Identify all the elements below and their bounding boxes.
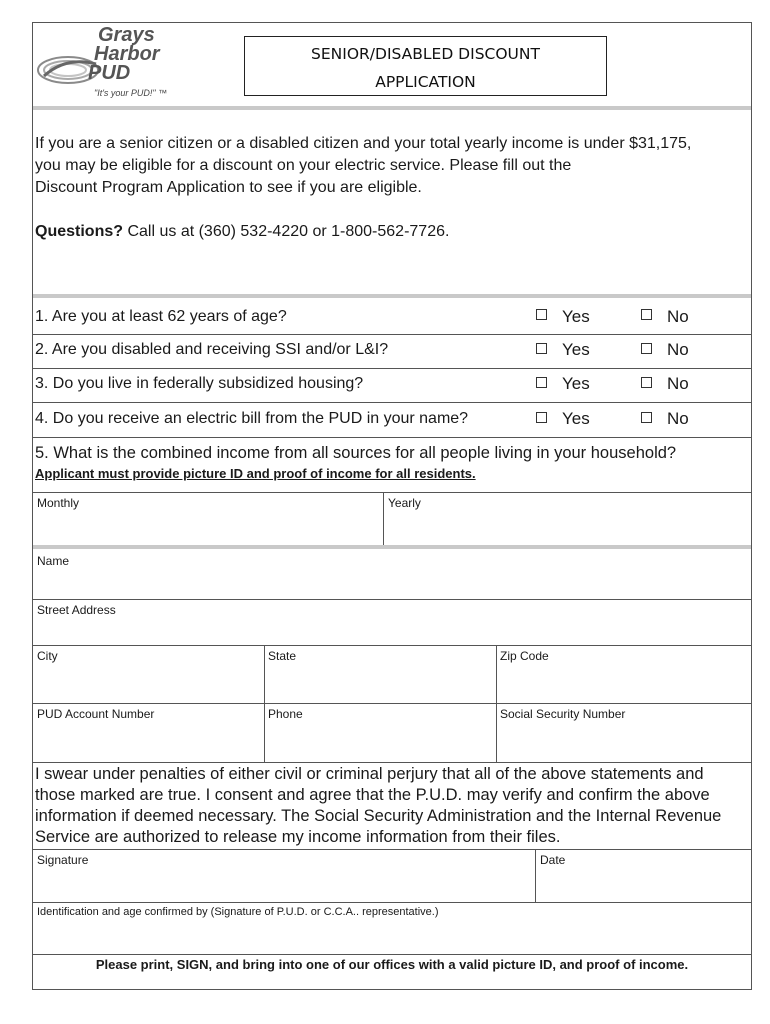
logo-line-3: PUD: [88, 62, 131, 84]
row-divider: [33, 599, 751, 600]
question-3: 3. Do you live in federally subsidized housing?: [35, 375, 364, 392]
logo-line-2: Harbor: [94, 43, 160, 65]
ssn-field[interactable]: [497, 722, 750, 761]
row-divider: [33, 492, 751, 493]
account-number-field[interactable]: [33, 722, 264, 761]
q2-yes-checkbox[interactable]: [536, 343, 547, 354]
row-divider: [33, 645, 751, 646]
intro-line-2: you may be eligible for a discount on your electric service. Please fill out the: [35, 157, 572, 174]
phone-label: Phone: [268, 707, 303, 721]
q3-no-checkbox[interactable]: [641, 377, 652, 388]
oath-line-4: Service are authorized to release my income information from their files.: [35, 828, 561, 846]
oath-line-3: information if deemed necessary. The Social Security Administration and the Internal Revenue: [35, 807, 722, 825]
zip-code-field[interactable]: [497, 664, 750, 703]
section-divider: [33, 106, 751, 110]
zip-code-label: Zip Code: [500, 649, 549, 663]
question-4: 4. Do you receive an electric bill from the PUD in your name?: [35, 410, 469, 427]
date-label: Date: [540, 853, 566, 867]
intro-line-3: Discount Program Application to see if you are eligible.: [35, 179, 422, 196]
row-divider: [33, 703, 751, 704]
city-field[interactable]: [33, 664, 264, 703]
logo-line-1: Grays: [98, 24, 155, 46]
intro-line-1: If you are a senior citizen or a disabled citizen and your total yearly income is under $31,175,: [35, 135, 692, 152]
monthly-label: Monthly: [37, 496, 80, 510]
footer-instructions: Please print, SIGN, and bring into one of our offices with a valid picture ID, and proof of income.: [95, 957, 689, 972]
name-field[interactable]: [33, 570, 751, 598]
q4-no-checkbox[interactable]: [641, 412, 652, 423]
state-field[interactable]: [265, 664, 496, 703]
row-divider: [33, 762, 751, 763]
monthly-income-field[interactable]: [33, 510, 383, 544]
q1-no-label: No: [667, 307, 689, 326]
row-divider: [33, 954, 751, 955]
city-label: City: [37, 649, 58, 663]
row-divider: [33, 334, 751, 335]
street-address-field[interactable]: [33, 618, 751, 645]
question-1: 1. Are you at least 62 years of age?: [35, 308, 287, 325]
question-2: 2. Are you disabled and receiving SSI and/or L&I?: [35, 341, 389, 358]
section-divider: [33, 545, 751, 549]
q3-yes-checkbox[interactable]: [536, 377, 547, 388]
q2-no-label: No: [667, 340, 689, 359]
q3-no-label: No: [667, 374, 689, 393]
q2-yes-label: Yes: [562, 340, 590, 359]
row-divider: [33, 368, 751, 369]
row-divider: [33, 402, 751, 403]
row-divider: [33, 849, 751, 850]
representative-signature-field[interactable]: [33, 921, 751, 953]
question-5: 5. What is the combined income from all sources for all people living in your household?: [35, 444, 677, 462]
questions-phone: Call us at (360) 532-4220 or 1-800-562-7726.: [123, 223, 450, 240]
questions-label: Questions?: [35, 223, 124, 240]
q2-no-checkbox[interactable]: [641, 343, 652, 354]
yearly-label: Yearly: [388, 496, 421, 510]
questions-contact: [35, 221, 750, 243]
title-line-1: SENIOR/DISABLED DISCOUNT: [311, 45, 540, 63]
q1-yes-checkbox[interactable]: [536, 309, 547, 320]
q4-no-label: No: [667, 409, 689, 428]
street-address-label: Street Address: [37, 603, 116, 617]
yearly-income-field[interactable]: [384, 510, 750, 544]
q1-yes-label: Yes: [562, 307, 590, 326]
row-divider: [33, 902, 751, 903]
id-confirmation-label: Identification and age confirmed by (Signature of P.U.D. or C.C.A.. representative.): [37, 906, 439, 918]
q4-yes-label: Yes: [562, 409, 590, 428]
state-label: State: [268, 649, 297, 663]
phone-field[interactable]: [265, 722, 496, 761]
signature-field[interactable]: [33, 868, 535, 901]
title-line-2: APPLICATION: [375, 73, 476, 91]
q4-yes-checkbox[interactable]: [536, 412, 547, 423]
q1-no-checkbox[interactable]: [641, 309, 652, 320]
grays-harbor-pud-logo: [36, 26, 196, 104]
q3-yes-label: Yes: [562, 374, 590, 393]
row-divider: [33, 437, 751, 438]
oath-line-1: I swear under penalties of either civil or criminal perjury that all of the above statements and: [35, 765, 704, 783]
signature-label: Signature: [37, 853, 89, 867]
account-number-label: PUD Account Number: [37, 707, 155, 721]
logo-tagline: "It's your PUD!" ™: [94, 88, 168, 98]
date-field[interactable]: [536, 868, 750, 901]
name-label: Name: [37, 554, 70, 568]
ssn-label: Social Security Number: [500, 707, 626, 721]
form-title: [244, 36, 607, 96]
oath-line-2: those marked are true. I consent and agree that the P.U.D. may verify and confirm the above: [35, 786, 710, 804]
id-requirement-note: Applicant must provide picture ID and proof of income for all residents.: [35, 466, 476, 481]
section-divider: [33, 294, 751, 298]
